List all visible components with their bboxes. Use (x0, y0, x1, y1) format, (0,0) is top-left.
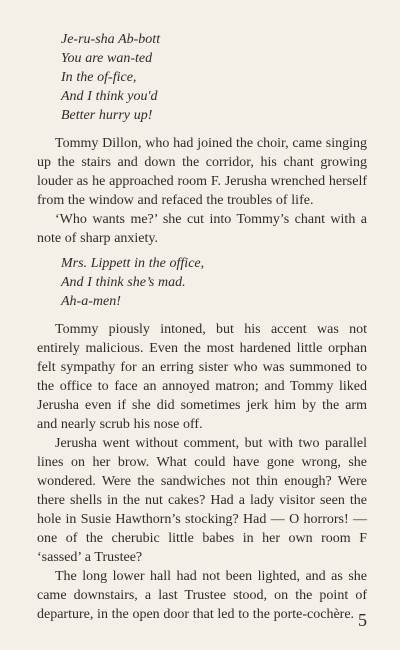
verse-line: You are wan-ted (61, 51, 153, 66)
verse-line: And I think she’s mad. (61, 275, 186, 290)
verse-line: Ah-a-men! (61, 294, 121, 309)
verse-line: And I think you'd (61, 89, 158, 104)
paragraph-lower-hall: The long lower hall had not been lighted, and as she came downstairs, a last Trustee stood, on the point of departure, in the open door that led to the porte-cochère. (37, 569, 367, 622)
paragraph-tommy-intoned: Tommy piously intoned, but his accent was not entirely malicious. Even the most hardened little orphan felt sympathy for an erring sister who was summoned to the office to face an annoyed matron; and Tommy liked Jerusha even if she did sometimes jerk him by the arm and nearly scrub his nose off. (37, 322, 367, 432)
page-text (37, 30, 367, 624)
verse-line: Mrs. Lippett in the office, (61, 256, 205, 271)
verse-line: Better hurry up! (61, 108, 153, 123)
verse-song-1 (61, 30, 367, 125)
paragraph-who-wants-me: ‘Who wants me?’ she cut into Tommy’s chant with a note of sharp anxiety. (37, 212, 367, 246)
verse-line: In the of-fice, (61, 70, 137, 85)
paragraph-tommy-singing: Tommy Dillon, who had joined the choir, came singing up the stairs and down the corridor, his chant growing louder as he approached room F. Jerusha wrenched herself from the window and refaced the troubles of life. (37, 136, 367, 208)
page-number: 5 (358, 610, 367, 630)
paragraph-jerusha-went: Jerusha went without comment, but with two parallel lines on her brow. What could have gone wrong, she wondered. Were the sandwiches not thin enough? Were there shells in the nut cakes? Had a lady visitor seen the hole in Susie Hawthorn’s stocking? Had — O horrors! — one of the cherubic little babes in her own room F ‘sassed’ a Trustee? (37, 436, 367, 565)
verse-song-2 (61, 254, 367, 311)
verse-line: Je-ru-sha Ab-bott (61, 32, 161, 47)
